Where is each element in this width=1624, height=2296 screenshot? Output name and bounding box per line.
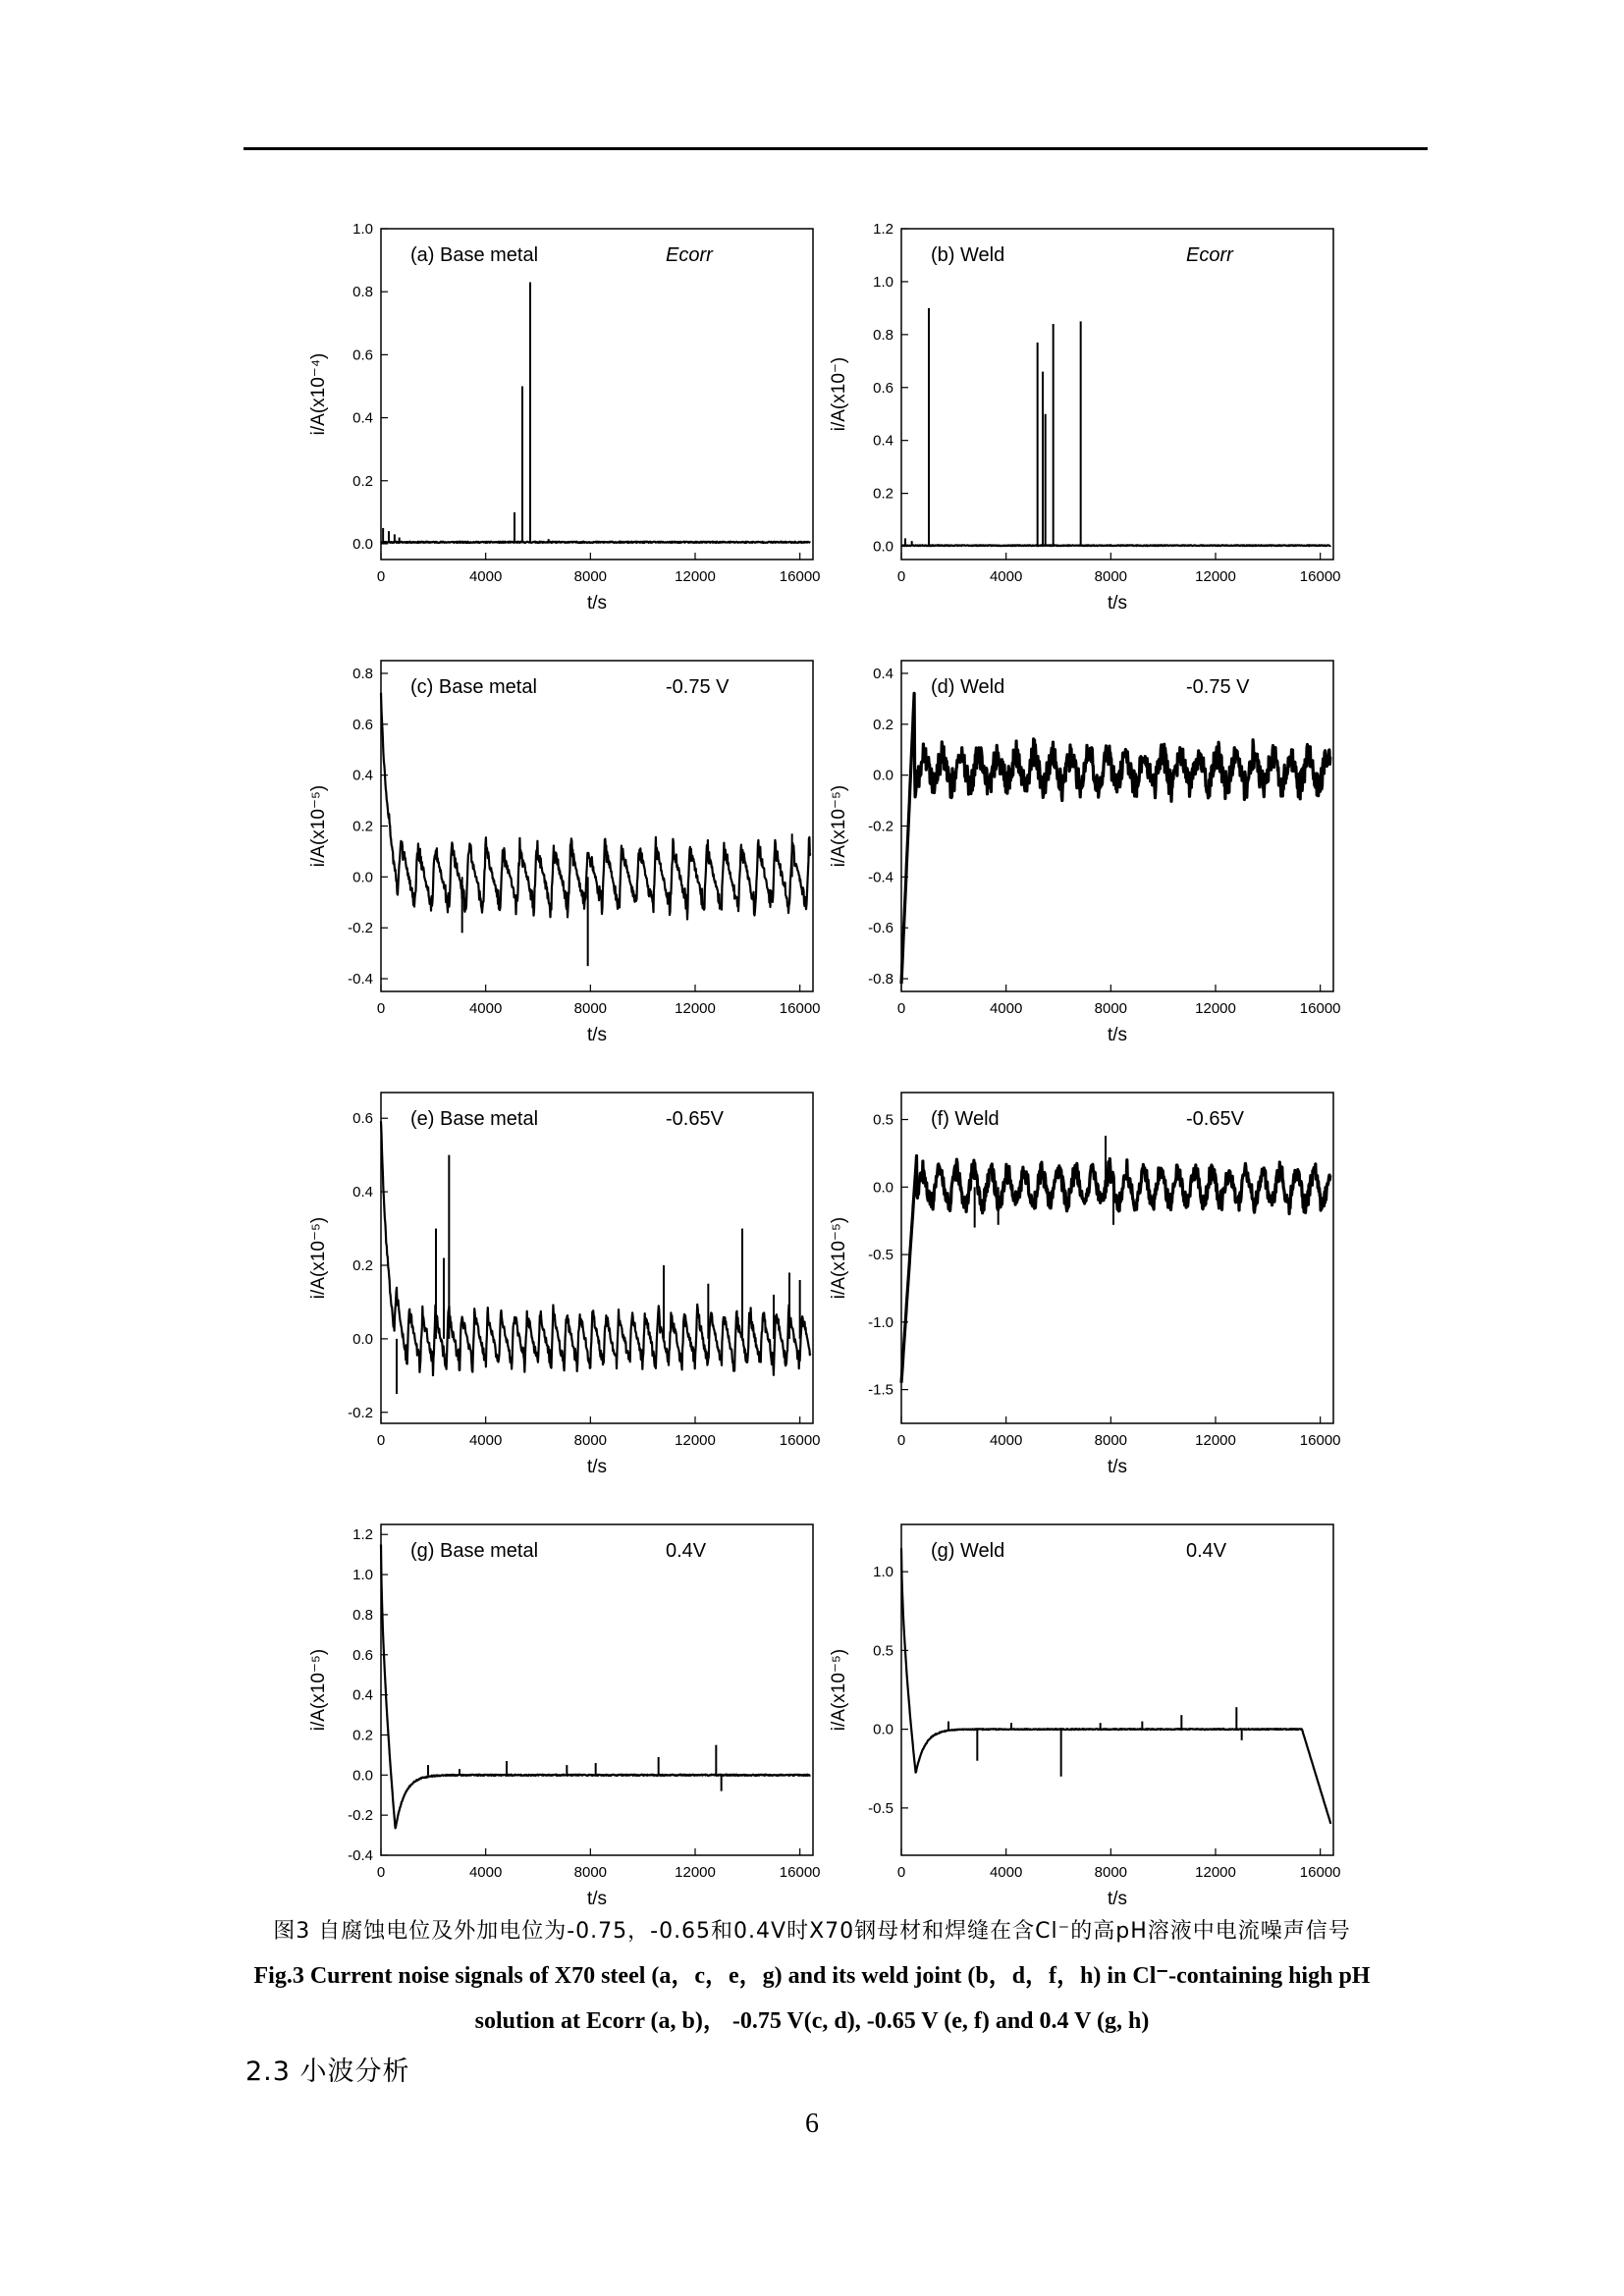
x-tick-label: 12000: [675, 1000, 716, 1017]
y-tick-label: 0.4: [873, 432, 893, 450]
current-noise-line: [901, 1156, 1330, 1383]
chart-h: [815, 1507, 1365, 1919]
potential-label: 0.4V: [666, 1540, 707, 1562]
x-tick-label: 16000: [1299, 1432, 1341, 1449]
plot-frame: [901, 229, 1333, 560]
y-axis-label: i/A(x10⁻⁵): [308, 784, 329, 868]
y-tick-label: 1.0: [873, 273, 893, 291]
y-tick-label: -0.2: [868, 818, 893, 835]
y-tick-label: 0.5: [873, 1111, 893, 1129]
x-tick-label: 12000: [675, 1864, 716, 1881]
potential-label: -0.65V: [666, 1108, 724, 1130]
x-tick-label: 0: [896, 1000, 906, 1017]
y-axis-label: i/A(x10⁻⁴): [308, 352, 329, 436]
y-tick-label: 1.0: [352, 1567, 373, 1584]
x-tick-label: 12000: [675, 1432, 716, 1449]
plot-frame: [381, 661, 813, 991]
y-tick-label: -0.8: [868, 971, 893, 988]
current-noise-line: [381, 542, 810, 543]
x-tick-label: 4000: [989, 1000, 1023, 1017]
x-tick-label: 0: [896, 1432, 906, 1449]
y-tick-label: 0.6: [352, 1646, 373, 1664]
plot-frame: [381, 1093, 813, 1423]
y-tick-label: 1.0: [352, 221, 373, 238]
chart-g: [295, 1507, 844, 1919]
x-tick-label: 0: [376, 1864, 386, 1881]
x-tick-label: 8000: [1094, 568, 1128, 585]
current-noise-line: [381, 1544, 810, 1828]
x-tick-label: 4000: [468, 1432, 503, 1449]
y-tick-label: 1.2: [873, 221, 893, 238]
header-rule: [244, 147, 1428, 150]
y-tick-label: 0.0: [352, 535, 373, 553]
chart-a: [295, 211, 844, 623]
x-axis-label: t/s: [586, 1457, 608, 1477]
y-tick-label: 0.0: [873, 1721, 893, 1738]
panel-label: (g) Weld: [931, 1540, 1005, 1562]
y-tick-label: -1.5: [868, 1381, 893, 1399]
x-tick-label: 4000: [989, 568, 1023, 585]
current-noise-line: [901, 693, 1330, 984]
current-noise-line: [381, 693, 810, 920]
x-tick-label: 12000: [1195, 1432, 1236, 1449]
y-tick-label: -0.5: [868, 1799, 893, 1817]
figure-caption-en-line2: solution at Ecorr (a, b)， -0.75 V(c, d), -0.65 V (e, f) and 0.4 V (g, h): [474, 2008, 1150, 2034]
y-tick-label: 0.4: [873, 665, 893, 682]
section-heading: 2.3 小波分析: [245, 2056, 410, 2087]
y-tick-label: -0.4: [868, 869, 893, 886]
x-tick-label: 16000: [779, 1864, 821, 1881]
x-axis-label: t/s: [1107, 1025, 1128, 1045]
x-axis-label: t/s: [1107, 1889, 1128, 1909]
x-tick-label: 8000: [1094, 1432, 1128, 1449]
y-tick-label: 0.6: [352, 1110, 373, 1128]
y-tick-label: 0.0: [873, 538, 893, 556]
x-axis-label: t/s: [1107, 593, 1128, 614]
x-tick-label: 8000: [1094, 1000, 1128, 1017]
x-tick-label: 16000: [1299, 568, 1341, 585]
chart-d: [815, 643, 1365, 1055]
x-tick-label: 4000: [468, 1000, 503, 1017]
current-noise-line: [901, 1548, 1330, 1824]
y-tick-label: 1.2: [352, 1526, 373, 1544]
y-tick-label: 0.8: [352, 665, 373, 682]
panel-label: (d) Weld: [931, 676, 1005, 698]
x-tick-label: 0: [376, 1000, 386, 1017]
x-tick-label: 16000: [779, 568, 821, 585]
chart-e: [295, 1075, 844, 1487]
x-tick-label: 16000: [779, 1000, 821, 1017]
x-tick-label: 0: [896, 568, 906, 585]
y-tick-label: 0.4: [352, 767, 373, 784]
y-tick-label: 0.8: [873, 326, 893, 344]
y-tick-label: 0.2: [873, 485, 893, 503]
page-number: 6: [805, 2109, 819, 2139]
potential-label: Ecorr: [1186, 244, 1233, 266]
panel-label: (c) Base metal: [410, 676, 537, 698]
y-tick-label: -0.6: [868, 920, 893, 937]
panel-label: (b) Weld: [931, 244, 1005, 266]
x-tick-label: 16000: [1299, 1864, 1341, 1881]
y-tick-label: 0.6: [873, 379, 893, 397]
y-tick-label: 0.2: [352, 1727, 373, 1744]
potential-label: -0.65V: [1186, 1108, 1244, 1130]
x-tick-label: 8000: [573, 1432, 608, 1449]
plot-frame: [901, 661, 1333, 991]
figure-caption-en-line1: Fig.3 Current noise signals of X70 steel (a，c，e，g) and its weld joint (b，d，f，h) in Cl⁻-containing high pH: [253, 1963, 1371, 1989]
y-tick-label: 0.0: [352, 869, 373, 886]
y-tick-label: 0.0: [352, 1767, 373, 1785]
x-tick-label: 4000: [468, 568, 503, 585]
y-axis-label: i/A(x10⁻⁵): [829, 1216, 849, 1300]
current-noise-line: [901, 545, 1330, 546]
x-tick-label: 12000: [675, 568, 716, 585]
y-tick-label: 0.0: [352, 1330, 373, 1348]
y-tick-label: 1.0: [873, 1564, 893, 1581]
y-axis-label: i/A(x10⁻⁵): [308, 1216, 329, 1300]
chart-c: [295, 643, 844, 1055]
potential-label: -0.75 V: [666, 676, 730, 698]
x-tick-label: 16000: [1299, 1000, 1341, 1017]
y-tick-label: 0.4: [352, 1686, 373, 1704]
x-tick-label: 4000: [468, 1864, 503, 1881]
y-tick-label: -0.2: [348, 1404, 373, 1421]
y-tick-label: 0.0: [873, 767, 893, 784]
x-axis-label: t/s: [586, 1025, 608, 1045]
x-tick-label: 8000: [573, 1000, 608, 1017]
current-noise-line: [381, 1121, 810, 1375]
potential-label: 0.4V: [1186, 1540, 1227, 1562]
plot-frame: [381, 229, 813, 560]
y-tick-label: -0.4: [348, 1847, 373, 1864]
y-axis-label: i/A(x10⁻⁵): [829, 784, 849, 868]
x-tick-label: 16000: [779, 1432, 821, 1449]
y-tick-label: 0.4: [352, 1184, 373, 1201]
panel-label: (e) Base metal: [410, 1108, 539, 1130]
y-tick-label: 0.2: [352, 1256, 373, 1274]
x-tick-label: 0: [376, 568, 386, 585]
y-tick-label: -0.4: [348, 971, 373, 988]
plot-frame: [901, 1093, 1333, 1423]
x-tick-label: 12000: [1195, 1000, 1236, 1017]
y-tick-label: -0.2: [348, 920, 373, 937]
panel-label: (a) Base metal: [410, 244, 539, 266]
x-tick-label: 4000: [989, 1864, 1023, 1881]
y-axis-label: i/A(x10⁻⁵): [308, 1648, 329, 1732]
x-tick-label: 12000: [1195, 1864, 1236, 1881]
panel-label: (f) Weld: [931, 1108, 1000, 1130]
x-tick-label: 0: [376, 1432, 386, 1449]
y-tick-label: 0.2: [352, 472, 373, 490]
y-tick-label: 0.8: [352, 284, 373, 301]
potential-label: -0.75 V: [1186, 676, 1250, 698]
y-tick-label: 0.4: [352, 409, 373, 427]
x-tick-label: 8000: [573, 568, 608, 585]
plot-frame: [381, 1524, 813, 1855]
y-tick-label: 0.2: [352, 818, 373, 835]
y-tick-label: 0.8: [352, 1606, 373, 1624]
y-tick-label: 0.6: [352, 347, 373, 364]
chart-b: [815, 211, 1365, 623]
y-tick-label: 0.0: [873, 1179, 893, 1197]
figure-caption-cn: 图3 自腐蚀电位及外加电位为-0.75，-0.65和0.4V时X70钢母材和焊缝在含Cl⁻的高pH溶液中电流噪声信号: [273, 1919, 1351, 1944]
x-axis-label: t/s: [1107, 1457, 1128, 1477]
x-axis-label: t/s: [586, 1889, 608, 1909]
panel-label: (g) Base metal: [410, 1540, 539, 1562]
y-tick-label: 0.5: [873, 1642, 893, 1660]
x-tick-label: 4000: [989, 1432, 1023, 1449]
plot-frame: [901, 1524, 1333, 1855]
x-tick-label: 12000: [1195, 568, 1236, 585]
y-tick-label: 0.6: [352, 716, 373, 733]
y-axis-label: i/A(x10⁻⁵): [829, 1648, 849, 1732]
x-tick-label: 8000: [573, 1864, 608, 1881]
y-axis-label: i/A(x10⁻): [829, 356, 849, 432]
y-tick-label: -0.2: [348, 1807, 373, 1825]
x-tick-label: 0: [896, 1864, 906, 1881]
y-tick-label: 0.2: [873, 716, 893, 733]
y-tick-label: -0.5: [868, 1247, 893, 1264]
potential-label: Ecorr: [666, 244, 713, 266]
x-tick-label: 8000: [1094, 1864, 1128, 1881]
y-tick-label: -1.0: [868, 1313, 893, 1331]
x-axis-label: t/s: [586, 593, 608, 614]
chart-f: [815, 1075, 1365, 1487]
